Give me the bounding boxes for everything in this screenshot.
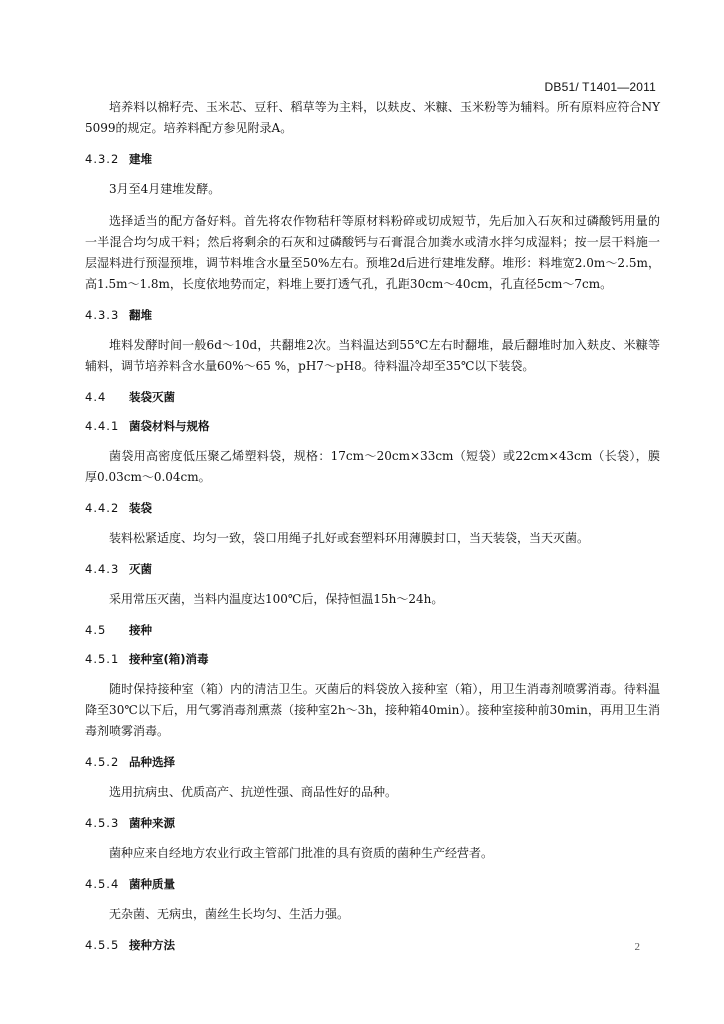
- paragraph: 装料松紧适度、均匀一致，袋口用绳子扎好或套塑料环用薄膜封口，当天装袋，当天灭菌。: [109, 531, 590, 545]
- section-title: 接种: [129, 623, 152, 637]
- standard-code: DB51/ T1401—2011: [544, 80, 656, 94]
- section-number: 4.5.5: [85, 938, 120, 952]
- paragraph: 菌袋用高密度低压聚乙烯塑料袋，规格：17cm～20cm×33cm（短袋）或22cm×43cm（长袋），膜厚0.03cm～0.04cm。: [85, 449, 660, 484]
- section-title: 菌袋材料与规格: [129, 419, 210, 433]
- section-number: 4.5.1: [85, 652, 120, 666]
- paragraph: 堆料发酵时间一般6d～10d，共翻堆2次。当料温达到55℃左右时翻堆，最后翻堆时加入麸皮、米糠等辅料，调节培养料含水量60%～65 %，pH7～pH8。待料温冷却至35℃以下装袋。: [85, 338, 660, 373]
- section-number: 4.3.3: [85, 308, 120, 322]
- section-number: 4.3.2: [85, 152, 120, 166]
- section-heading: [85, 560, 660, 578]
- section-heading: [85, 875, 660, 893]
- section-title: 灭菌: [129, 562, 152, 576]
- paragraph: 无杂菌、无病虫，菌丝生长均匀、生活力强。: [109, 907, 350, 921]
- section-heading: [85, 499, 660, 517]
- page-number: 2: [634, 941, 640, 953]
- section-number: 4.5.3: [85, 816, 120, 830]
- paragraph: 选择适当的配方备好料。首先将农作物秸秆等原材料粉碎或切成短节，先后加入石灰和过磷酸钙用量的一半混合均匀成干料；然后将剩余的石灰和过磷酸钙与石膏混合加粪水或清水拌匀成湿料；按一层干料施一层湿料进行预湿预堆，调节料堆含水量至50%左右。预堆2d后进行建堆发酵。堆形：料堆宽2.0m～2.5m，高1.5m～1.8m，长度依地势而定，料堆上要打透气孔，孔距30cm～40cm，孔直径5cm～7cm。: [85, 214, 660, 291]
- section-heading: [85, 417, 660, 435]
- section-title: 建堆: [129, 152, 152, 166]
- section-heading: [85, 650, 660, 668]
- section-title: 装袋灭菌: [129, 390, 175, 404]
- paragraph: 采用常压灭菌，当料内温度达100℃后，保持恒温15h～24h。: [109, 592, 444, 606]
- section-heading: [85, 753, 660, 771]
- section-title: 品种选择: [129, 755, 175, 769]
- section-number: 4.4.2: [85, 501, 120, 515]
- paragraph: 培养料以棉籽壳、玉米芯、豆秆、稻草等为主料，以麸皮、米糠、玉米粉等为辅料。所有原料应符合NY 5099的规定。培养料配方参见附录A。: [85, 100, 660, 135]
- section-heading: [85, 621, 660, 639]
- section-title: 接种室(箱)消毒: [129, 652, 209, 666]
- section-title: 菌种来源: [129, 816, 175, 830]
- paragraph: 菌种应来自经地方农业行政主管部门批准的具有资质的菌种生产经营者。: [109, 846, 494, 860]
- section-heading: [85, 150, 660, 168]
- section-heading: [85, 814, 660, 832]
- section-heading: [85, 936, 660, 954]
- document-body: [85, 97, 660, 965]
- section-heading: [85, 388, 660, 406]
- section-number: 4.5.2: [85, 755, 120, 769]
- paragraph: 选用抗病虫、优质高产、抗逆性强、商品性好的品种。: [109, 785, 398, 799]
- section-number: 4.5.4: [85, 877, 120, 891]
- section-number: 4.4.1: [85, 419, 120, 433]
- section-number: 4.4.3: [85, 562, 120, 576]
- section-heading: [85, 306, 660, 324]
- paragraph: 3月至4月建堆发酵。: [109, 182, 221, 196]
- section-number: 4.4: [85, 390, 107, 404]
- section-title: 菌种质量: [129, 877, 175, 891]
- section-title: 接种方法: [129, 938, 175, 952]
- section-title: 装袋: [129, 501, 152, 515]
- section-number: 4.5: [85, 623, 107, 637]
- paragraph: 随时保持接种室（箱）内的清洁卫生。灭菌后的料袋放入接种室（箱），用卫生消毒剂喷雾消毒。待料温降至30℃以下后，用气雾消毒剂熏蒸（接种室2h～3h，接种箱40min）。接种室接种前30min，再用卫生消毒剂喷雾消毒。: [85, 682, 660, 738]
- section-title: 翻堆: [129, 308, 152, 322]
